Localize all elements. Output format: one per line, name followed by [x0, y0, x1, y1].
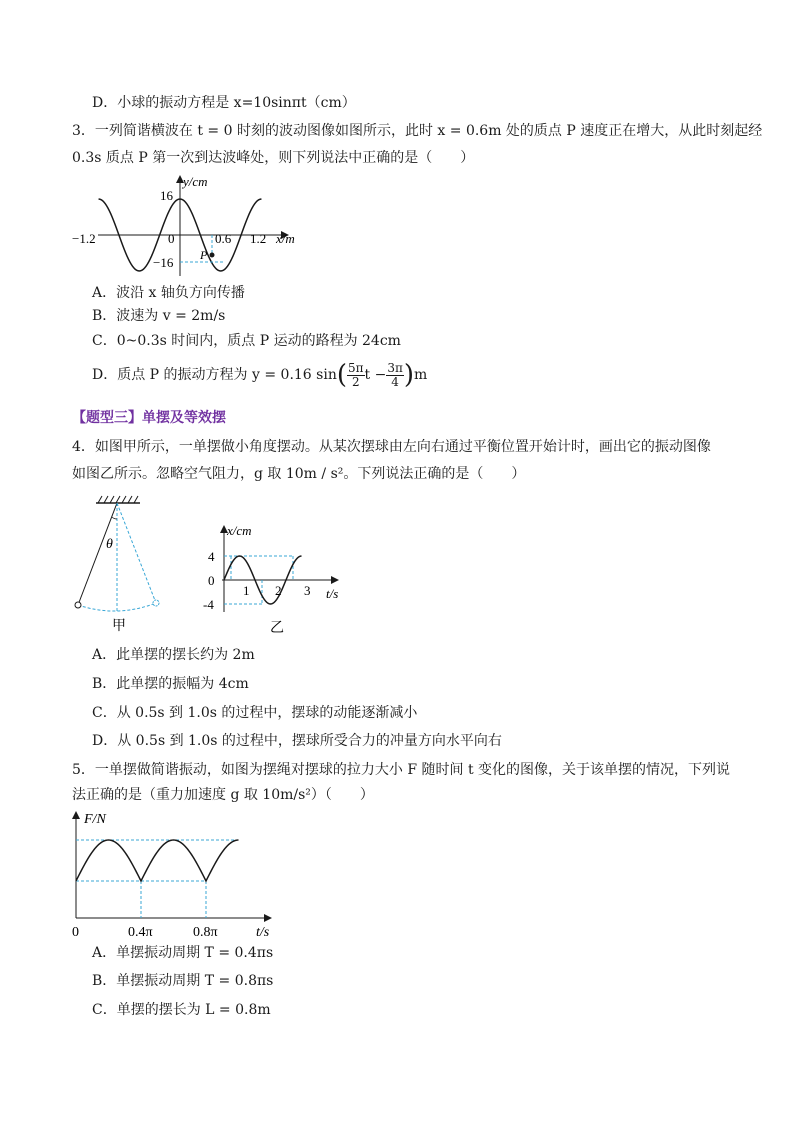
q4-tick-neg4: -4 — [203, 597, 214, 612]
q4-y-axis-label: x/cm — [227, 523, 252, 538]
q5-tick-08pi: 0.8π — [193, 925, 218, 940]
q4-tick-0: 0 — [208, 573, 215, 588]
q5-option-b: B．单摆振动周期 T = 0.8πs — [92, 973, 274, 989]
q4-bob-right — [153, 600, 159, 606]
q3-tick-neg12: −1.2 — [72, 231, 96, 246]
q4-stem-line2: 如图乙所示。忽略空气阻力，g 取 10m / s²。下列说法正确的是（ ） — [72, 466, 526, 482]
q4-tick-3: 3 — [304, 583, 311, 598]
q5-origin-label: 0 — [72, 925, 79, 940]
q3-tick-06: 0.6 — [215, 231, 232, 246]
q3-frac2-den: 4 — [391, 374, 399, 389]
q3-option-d-frac2 — [386, 362, 404, 389]
q4-ceiling — [96, 496, 140, 503]
q4-caption-yi: 乙 — [270, 621, 284, 636]
q3-origin-label: 0 — [168, 231, 175, 246]
q4-option-c: C．从 0.5s 到 1.0s 的过程中，摆球的动能逐渐减小 — [92, 705, 418, 721]
q4-pendulum-figure — [68, 493, 188, 638]
q5-stem-line2: 法正确的是（重力加速度 g 取 10m/s²）（ ） — [72, 787, 374, 803]
q4-pendulum-string — [78, 503, 117, 605]
q3-option-d-mid: t − — [364, 367, 387, 383]
q3-wave-figure — [70, 172, 310, 282]
q3-option-d-paren-open: ( — [336, 360, 347, 390]
q4-t-axis-label: t/s — [326, 586, 339, 601]
q5-tension-figure — [66, 808, 286, 943]
q3-tick-12: 1.2 — [250, 231, 267, 246]
q5-option-a: A．单摆振动周期 T = 0.4πs — [92, 945, 274, 961]
q5-stem-line1: 5．一单摆做简谐振动，如图为摆绳对摆球的拉力大小 F 随时间 t 变化的图像，关于该单摆的情况，下列说 — [72, 762, 731, 778]
q3-option-d — [92, 360, 427, 390]
q4-tick-2: 2 — [275, 583, 282, 598]
q4-angle-arc — [112, 517, 117, 519]
q3-stem-line2: 0.3s 质点 P 第一次到达波峰处，则下列说法中正确的是（ ） — [72, 150, 475, 166]
q4-tick-4: 4 — [208, 549, 215, 564]
q3-option-c: C．0~0.3s 时间内，质点 P 运动的路程为 24cm — [92, 333, 401, 349]
section-heading-pendulum: 【题型三】单摆及等效摆 — [72, 410, 226, 426]
q3-point-p-label: P — [200, 248, 208, 262]
q5-f-axis-label: F/N — [84, 812, 106, 827]
q5-tension-curve — [76, 840, 239, 881]
q3-neg-amplitude-label: −16 — [153, 255, 174, 270]
q4-vibration-figure — [200, 520, 360, 665]
q3-frac1-num: 5π — [348, 360, 364, 375]
q3-frac2-num: 3π — [387, 360, 403, 375]
q3-option-d-prefix: D．质点 P 的振动方程为 y = 0.16 sin — [92, 367, 337, 383]
q5-tick-04pi: 0.4π — [128, 925, 153, 940]
q4-right-limit-line — [117, 503, 156, 603]
q4-caption-jia: 甲 — [112, 619, 126, 634]
q5-option-c: C．单摆的摆长为 L = 0.8m — [92, 1002, 271, 1018]
q4-angle-label: θ — [106, 537, 113, 552]
q4-option-a: A．此单摆的摆长约为 2m — [92, 647, 255, 663]
q4-stem-line1: 4．如图甲所示，一单摆做小角度摆动。从某次摆球由左向右通过平衡位置开始计时，画出它的振动图像 — [72, 439, 711, 455]
q4-bob-left — [75, 602, 81, 608]
q4-option-b: B．此单摆的振幅为 4cm — [92, 676, 249, 692]
q3-option-d-paren-close: ) — [403, 360, 415, 390]
q4-option-d: D．从 0.5s 到 1.0s 的过程中，摆球所受合力的冲量方向水平向右 — [92, 733, 502, 749]
q3-option-a: A．波沿 x 轴负方向传播 — [92, 285, 245, 301]
q3-stem-line1: 3．一列简谐横波在 t = 0 时刻的波动图像如图所示，此时 x = 0.6m 处的质点 P 速度正在增大，从此时刻起经 — [72, 123, 763, 139]
q4-tick-1: 1 — [243, 583, 250, 598]
q3-x-axis-label: x/m — [276, 231, 295, 246]
q3-point-p — [210, 253, 215, 258]
q3-y-axis-label: y/cm — [183, 174, 208, 189]
q3-amplitude-label: 16 — [160, 188, 173, 203]
q3-option-d-frac1 — [347, 362, 365, 389]
q3-option-b: B．波速为 v = 2m/s — [92, 308, 226, 324]
q2-option-d: D．小球的振动方程是 x=10sinπt（cm） — [92, 95, 356, 111]
q3-option-d-unit: m — [414, 367, 428, 383]
q5-t-axis-label: t/s — [256, 925, 270, 940]
q3-frac1-den: 2 — [351, 374, 360, 389]
